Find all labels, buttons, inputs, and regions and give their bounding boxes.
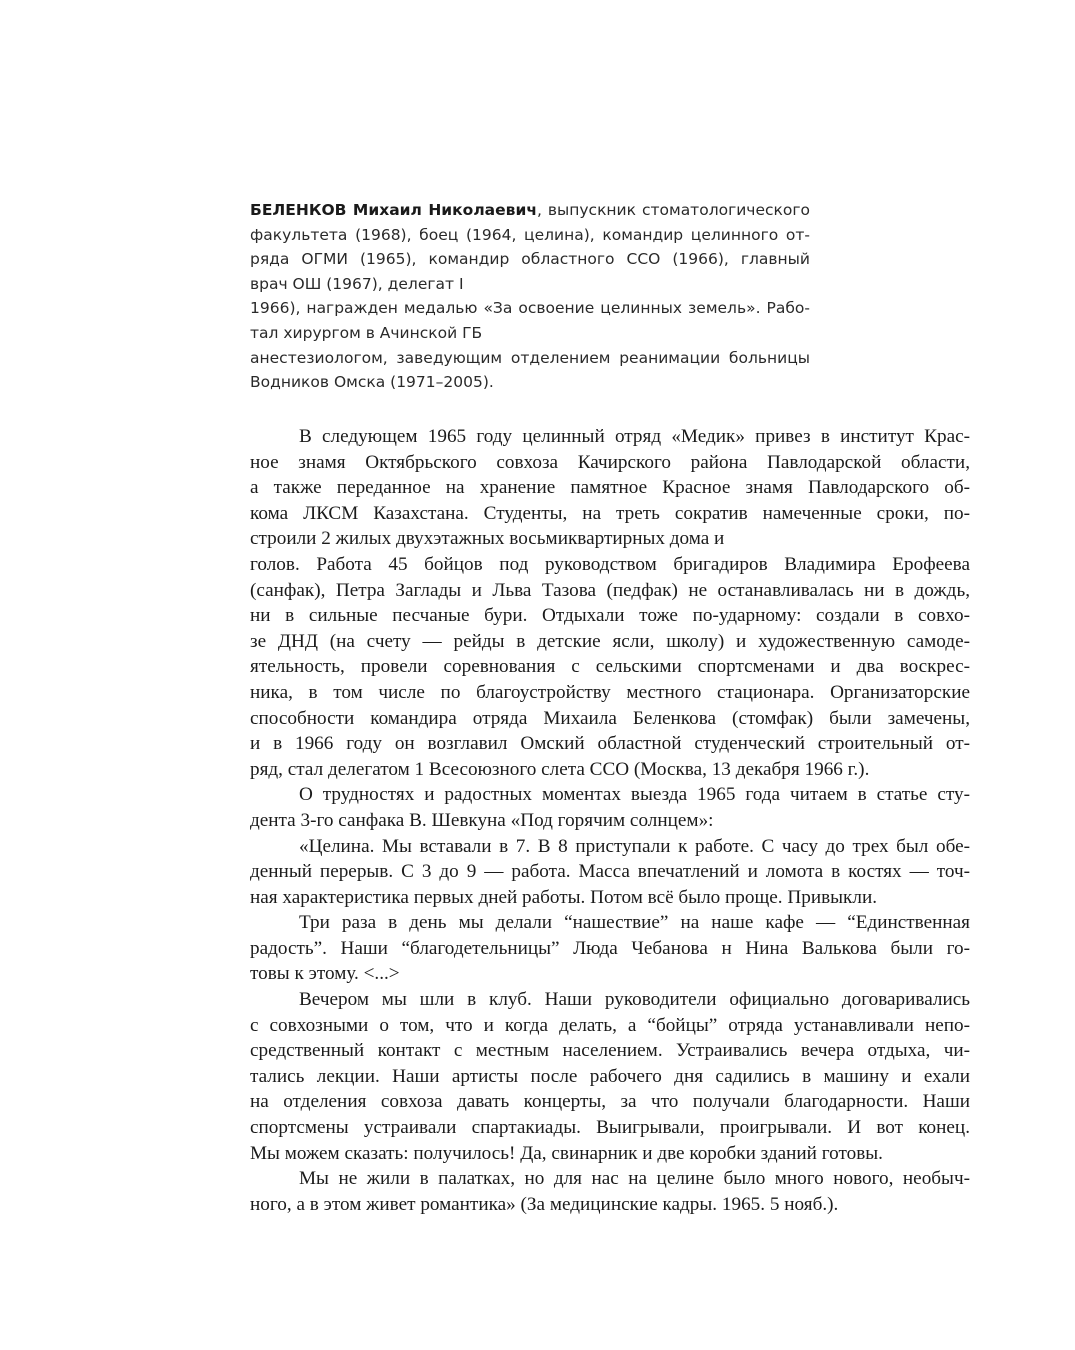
bio-text: , выпускник стоматологического <box>536 201 810 219</box>
text-line: строили 2 жилых двухэтажных восьмиквартирных дома и <box>250 528 725 550</box>
biography-note <box>250 198 810 395</box>
text-line: дента 3-го санфака В. Шевкуна «Под горячим солнцем»: <box>250 809 714 831</box>
text-line: кома ЛКСМ Казахстана. Студенты, на треть сократив намеченные сроки, по- <box>250 502 970 524</box>
text-line: и в 1966 году он возглавил Омский областной студенческий строительный от- <box>250 733 970 755</box>
text-line: зе ДНД (на счету — рейды в детские ясли, школу) и художественную самоде- <box>250 630 970 652</box>
bio-line: анестезиологом, заведующим отделением реанимации больницы <box>250 348 810 367</box>
text-line: Вечером мы шли в клуб. Наши руководители официально договаривались <box>299 989 970 1011</box>
person-name: БЕЛЕНКОВ Михаил Николаевич <box>250 201 537 219</box>
text-line: спортсмены устраивали спартакиады. Выигрывали, проигрывали. И вот конец. <box>250 1117 970 1139</box>
bio-line: тал хирургом в Ачинской ГБ <box>250 323 483 342</box>
bio-line: Водников Омска (1971–2005). <box>250 373 494 392</box>
text-line: ни в сильные песчаные бури. Отдыхали тоже по-ударному: создали в совхо- <box>250 605 970 627</box>
text-line: О трудностях и радостных моментах выезда 1965 года читаем в статье сту- <box>299 784 970 806</box>
text-line: (санфак), Петра Заглады и Льва Тазова (педфак) не останавливалась ни в дождь, <box>250 579 970 601</box>
text-line: на отделения совхоза давать концерты, за что получали благодарности. Наши <box>250 1091 970 1113</box>
text-line: способности командира отряда Михаила Беленкова (стомфак) были замечены, <box>250 707 970 729</box>
main-text <box>250 424 970 1217</box>
text-line: ная характеристика первых дней работы. Потом всё было проще. Привыкли. <box>250 886 878 908</box>
text-line: Мы можем сказать: получилось! Да, свинарник и две коробки зданий готовы. <box>250 1142 883 1164</box>
bio-line: 1966), награжден медалью «За освоение целинных земель». Рабо- <box>250 299 810 318</box>
text-line: средственный контакт с местным населением. Устраивались вечера отдыха, чи- <box>250 1040 970 1062</box>
text-line: ного, а в этом живет романтика» (За медицинские кадры. 1965. 5 нояб.). <box>250 1193 839 1215</box>
text-line: радость”. Наши “благодетельницы” Люда Чебанова н Нина Валькова были го- <box>250 937 970 959</box>
bio-line: врач ОШ (1967), делегат I <box>250 274 464 293</box>
bio-line: факультета (1968), боец (1964, целина), командир целинного от- <box>250 225 810 244</box>
text-line: а также переданное на хранение памятное Красное знамя Павлодарского об- <box>250 477 970 499</box>
text-line: ятельность, провели соревнования с сельскими спортсменами и два воскрес- <box>250 656 970 678</box>
text-line: ное знамя Октябрьского совхоза Качирского района Павлодарской области, <box>250 451 970 473</box>
text-line: Мы не жили в палатках, но для нас на целине было много нового, необыч- <box>299 1168 970 1190</box>
text-line: денный перерыв. С 3 до 9 — работа. Масса впечатлений и ломота в костях — точ- <box>250 861 970 883</box>
text-line: тались лекции. Наши артисты после рабочего дня садились в машину и ехали <box>250 1065 970 1087</box>
text-line: Три раза в день мы делали “нашествие” на наше кафе — “Единственная <box>299 912 970 934</box>
bio-line <box>250 198 810 223</box>
text-line: с совхозными о том, что и когда делать, а “бойцы” отряда устанавливали непо- <box>250 1014 970 1036</box>
text-line: ника, в том числе по благоустройству местного стационара. Организаторские <box>250 681 970 703</box>
text-line: «Целина. Мы вставали в 7. В 8 приступали к работе. С часу до трех был обе- <box>299 835 970 857</box>
text-line: ряд, стал делегатом 1 Всесоюзного слета ССО (Москва, 13 декабря 1966 г.). <box>250 758 870 780</box>
text-line: товы к этому. <...> <box>250 963 400 985</box>
bio-line: ряда ОГМИ (1965), командир областного ССО (1966), главный <box>250 250 810 269</box>
text-line: голов. Работа 45 бойцов под руководством бригадиров Владимира Ерофеева <box>250 553 970 575</box>
text-line: В следующем 1965 году целинный отряд «Медик» привез в институт Крас- <box>299 426 970 447</box>
